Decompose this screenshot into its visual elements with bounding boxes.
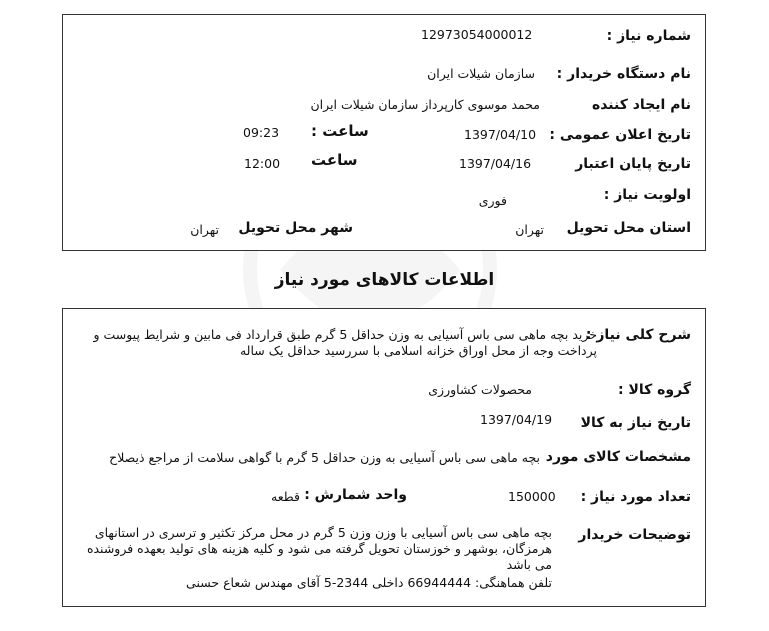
validity-time-value: 12:00 [244, 156, 281, 171]
goods-group-label: گروه کالا : [618, 382, 691, 398]
specs-label: مشخصات کالای مورد [545, 449, 691, 465]
delivery-city-label: شهر محل تحویل [238, 220, 353, 236]
quantity-label: تعداد مورد نیاز : [580, 489, 691, 505]
summary-label: شرح کلی نیاز : [585, 327, 691, 343]
announce-date-label: تاریخ اعلان عمومی : [549, 127, 691, 143]
creator-label: نام ایجاد کننده [591, 97, 691, 113]
buyer-org-label: نام دستگاه خریدار : [556, 66, 691, 82]
goods-group-value: محصولات کشاورزی [428, 382, 532, 397]
announce-time-value: 09:23 [243, 125, 280, 140]
need-number-value: 12973054000012 [421, 27, 533, 42]
delivery-province-value: تهران [515, 222, 544, 237]
delivery-city-value: تهران [190, 222, 219, 237]
announce-date-value: 1397/04/10 [464, 127, 537, 142]
need-info-panel [62, 14, 706, 251]
quantity-value: 150000 [508, 489, 556, 504]
priority-label: اولویت نیاز : [603, 187, 691, 203]
unit-label: واحد شمارش : [304, 487, 407, 503]
validity-end-date: 1397/04/16 [459, 156, 532, 171]
unit-value: قطعه [271, 489, 300, 504]
creator-value: محمد موسوی کارپرداز سازمان شیلات ایران [310, 97, 540, 112]
specs-value: بچه ماهی سی باس آسیایی به وزن حداقل 5 گرم با گواهی سلامت از مراجع ذیصلاح [109, 450, 540, 465]
buyer-notes-text: بچه ماهی سی باس آسیایی با وزن وزن 5 گرم در محل مرکز تکثیر و ترسری در استانهای هرمزگان، بوشهر و خوزستان تحویل گرفته می شود و کلیه هزینه های تولید بعهده فروشنده می باشد [86, 525, 552, 572]
goods-panel [62, 308, 706, 607]
validity-end-label: تاریخ پایان اعتبار [575, 156, 691, 172]
buyer-notes-label: توضیحات خریدار [578, 527, 691, 543]
need-date-label: تاریخ نیاز به کالا [580, 415, 691, 431]
section-title: اطلاعات کالاهای مورد نیاز [274, 270, 495, 290]
need-date-value: 1397/04/19 [480, 412, 553, 427]
validity-time-label: ساعت [311, 151, 358, 169]
announce-time-label: ساعت : [311, 122, 369, 140]
summary-value: خرید بچه ماهی سی باس آسیایی به وزن حداقل 5 گرم طبق قرارداد فی مابین و شرایط پیوست و پرداخت وجه از محل اوراق خزانه اسلامی با سررسید حداقل یک ساله [93, 327, 597, 358]
buyer-notes-phone: تلفن هماهنگی: 66944444 داخلی 2344-5 آقای مهندس شعاع حسنی [186, 575, 552, 590]
priority-value: فوری [478, 193, 507, 208]
need-number-label: شماره نیاز : [606, 28, 691, 44]
delivery-province-label: استان محل تحویل [566, 220, 691, 236]
buyer-org-value: سازمان شیلات ایران [427, 66, 535, 81]
